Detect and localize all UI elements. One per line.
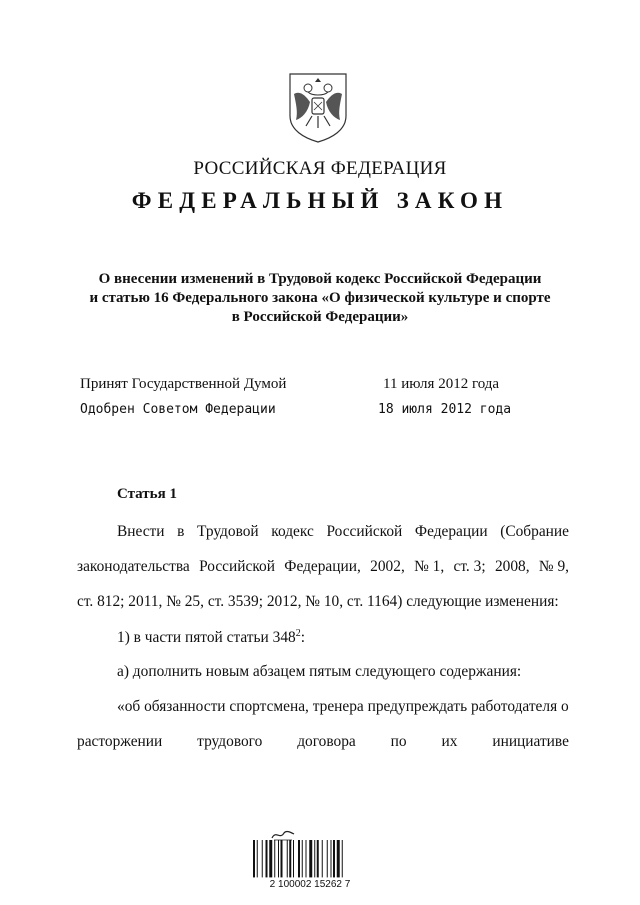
barcode-bar: [302, 840, 303, 877]
word: Трудовой: [197, 523, 259, 540]
word: 2008,: [494, 558, 530, 575]
word: по: [390, 733, 407, 750]
list-item-1: [117, 628, 305, 647]
word: ст. 3;: [453, 558, 486, 575]
word: трудового: [197, 733, 263, 750]
barcode-bar: [253, 840, 255, 877]
word: в: [177, 523, 185, 540]
country-heading: РОССИЙСКАЯ ФЕДЕРАЦИЯ: [193, 158, 447, 179]
paragraph-line: ст. 812; 2011, № 25, ст. 3539; 2012, № 10, ст. 1164) следующие изменения:: [77, 593, 559, 610]
approved-by-council-date: 18 июля 2012 года: [378, 402, 512, 417]
coat-of-arms-emblem: [284, 68, 352, 144]
barcode-bar: [342, 840, 343, 877]
law-title-line: и статью 16 Федерального закона «О физической культуре и спорте: [89, 290, 551, 306]
word: Российской: [326, 523, 403, 540]
word: Российской: [199, 558, 275, 575]
document-type-heading: ФЕДЕРАЛЬНЫЙ ЗАКОН: [131, 188, 509, 213]
barcode-bar: [262, 840, 263, 877]
word: Федерации,: [284, 558, 361, 575]
approved-by-council-label: Одобрен Советом Федерации: [80, 402, 276, 417]
list-item-a: а) дополнить новым абзацем пятым следующего содержания:: [117, 663, 522, 680]
word: их: [441, 733, 458, 750]
word: кодекс: [271, 523, 314, 540]
adopted-by-duma-date: 11 июля 2012 года: [383, 376, 500, 392]
barcode-bar: [314, 840, 315, 877]
paragraph-line: [77, 558, 569, 576]
barcode-bar: [278, 840, 279, 877]
quote-line: [77, 733, 569, 751]
adopted-by-duma-label: Принят Государственной Думой: [80, 376, 287, 392]
barcode-bar: [281, 840, 283, 877]
barcode-bar: [287, 840, 288, 877]
article-heading: Статья 1: [117, 486, 177, 502]
quote-line: «об обязанности спортсмена, тренера предупреждать работодателя о: [117, 698, 569, 715]
barcode-bar: [327, 840, 328, 877]
word: Федерации: [414, 523, 488, 540]
barcode-bar: [274, 840, 275, 877]
word: расторжении: [77, 733, 163, 750]
word: 2002,: [370, 558, 405, 575]
word: Внести: [117, 523, 165, 540]
barcode-bar: [306, 840, 307, 877]
barcode-bar: [322, 840, 323, 877]
word: договора: [297, 733, 356, 750]
barcode-bar: [331, 840, 332, 877]
word: (Собрание: [500, 523, 569, 540]
law-title-line: О внесении изменений в Трудовой кодекс Российской Федерации: [98, 271, 542, 287]
barcode-bar: [257, 840, 258, 877]
barcode-number: 2 100002 15262 7: [269, 879, 351, 890]
word: инициативе: [492, 733, 569, 750]
word: № 9,: [538, 558, 569, 575]
barcode-bar: [289, 840, 291, 877]
barcode-bar: [337, 840, 340, 877]
barcode-bar: [309, 840, 312, 877]
law-title-line: в Российской Федерации»: [231, 309, 409, 325]
barcode-bar: [293, 840, 294, 877]
barcode-bar: [298, 840, 300, 877]
list-item-tail: :: [300, 629, 305, 647]
paragraph-line: [117, 523, 569, 541]
law-title: [40, 270, 600, 327]
list-item-text: 1) в части пятой статьи 348: [117, 629, 296, 647]
barcode-bar: [266, 840, 268, 877]
word: № 1,: [414, 558, 445, 575]
barcode-bar: [317, 840, 319, 877]
barcode-bar: [333, 840, 335, 877]
superscript: 2: [295, 628, 301, 639]
barcode: [252, 840, 368, 884]
barcode-bar: [269, 840, 272, 877]
word: законодательства: [77, 558, 190, 575]
